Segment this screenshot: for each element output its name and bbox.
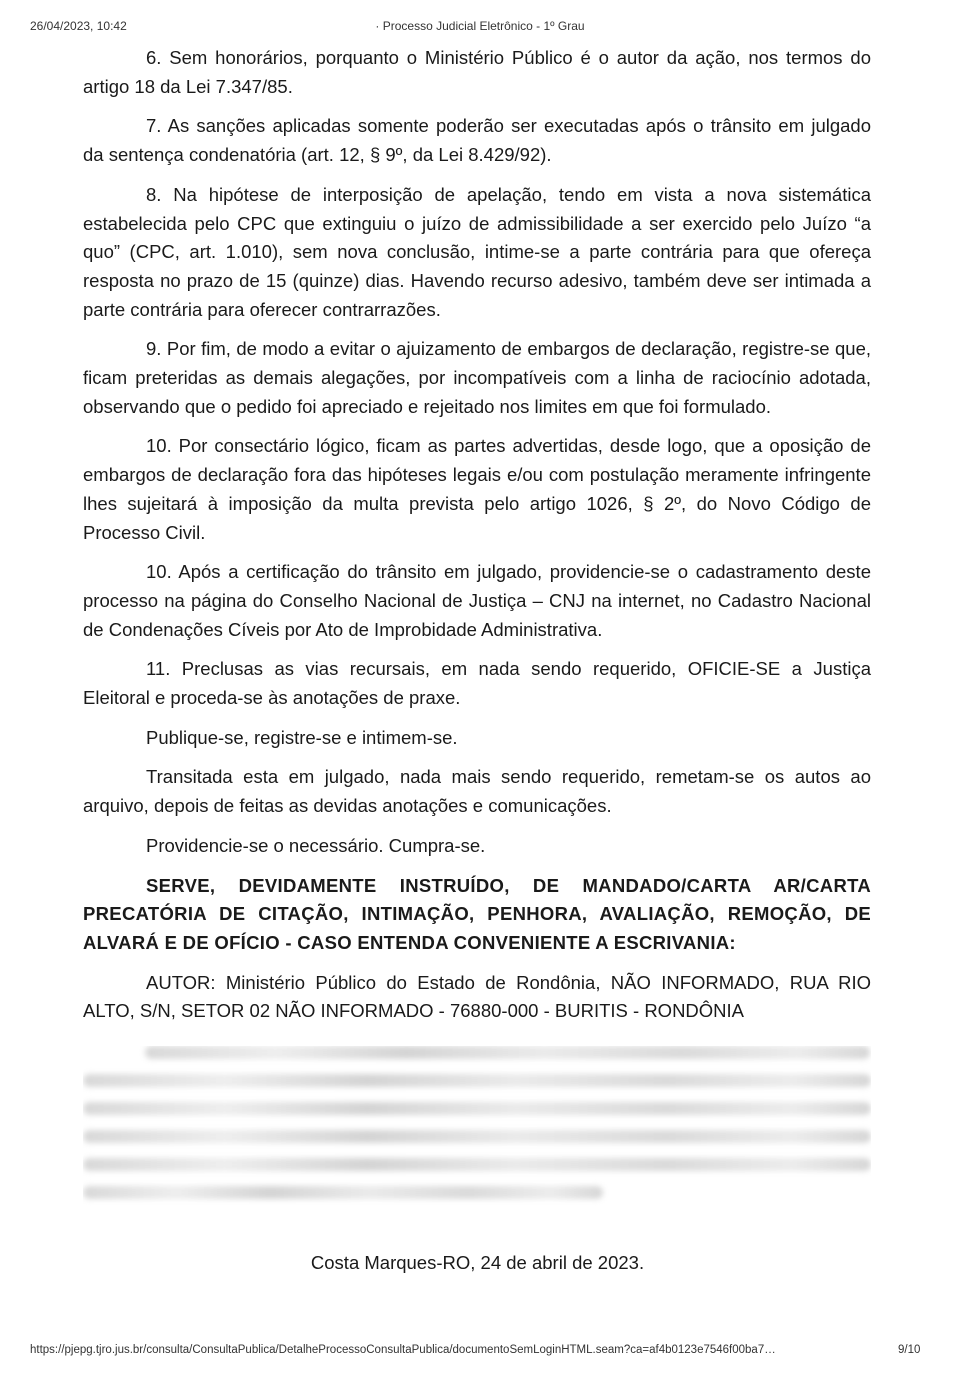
place-and-date: Costa Marques-RO, 24 de abril de 2023. bbox=[310, 1252, 645, 1273]
paragraph-7: 7. As sanções aplicadas somente poderão ser executadas após o trânsito em julgado da sentença condenatória (art. 12, § 9º, da Lei 8.429/92). bbox=[83, 115, 871, 166]
redacted-line bbox=[83, 1158, 871, 1171]
redacted-line bbox=[145, 1046, 870, 1059]
paragraph-10a: 10. Por consectário lógico, ficam as partes advertidas, desde logo, que a oposição de embargos de declaração fora das hipóteses legais e/ou com postulação meramente infringente lhes sujeitará à imposição da multa prevista pelo artigo 1026, § 2º, do Novo Código de Processo Civil. bbox=[83, 435, 871, 543]
document-url: https://pjepg.tjro.jus.br/consulta/ConsultaPublica/DetalheProcessoConsultaPublica/documentoSemLoginHTML.seam?ca=af4b0123e7546f00ba7… bbox=[30, 1344, 776, 1356]
redacted-line bbox=[83, 1074, 871, 1087]
page-number: 9/10 bbox=[898, 1344, 921, 1356]
author-party: AUTOR: Ministério Público do Estado de Rondônia, NÃO INFORMADO, RUA RIO ALTO, S/N, SETOR 02 NÃO INFORMADO - 76880-000 - BURITIS - RONDÔNIA bbox=[83, 971, 871, 1022]
paragraph-11: 11. Preclusas as vias recursais, em nada sendo requerido, OFICIE-SE a Justiça Eleitoral e proceda-se às anotações de praxe. bbox=[83, 658, 871, 709]
redacted-line bbox=[83, 1130, 871, 1143]
serve-notice: SERVE, DEVIDAMENTE INSTRUÍDO, DE MANDADO/CARTA AR/CARTA PRECATÓRIA DE CITAÇÃO, INTIMAÇÃO, PENHORA, AVALIAÇÃO, REMOÇÃO, DE ALVARÁ E DE OFÍCIO - CASO ENTENDA CONVENIENTE A ESCRIVANIA: bbox=[83, 874, 871, 953]
redacted-defendant-block bbox=[83, 1046, 871, 1214]
paragraph-10b: 10. Após a certificação do trânsito em julgado, providencie-se o cadastramento deste processo na página do Conselho Nacional de Justiça – CNJ na internet, no Cadastro Nacional de Condenações Cíveis por Ato de Improbidade Administrativa. bbox=[83, 561, 871, 640]
archive-order: Transitada esta em julgado, nada mais sendo requerido, remetam-se os autos ao arquivo, depois de feitas as devidas anotações e comunicações. bbox=[83, 766, 871, 817]
redacted-line bbox=[83, 1186, 603, 1199]
paragraph-8: 8. Na hipótese de interposição de apelação, tendo em vista a nova sistemática estabelecida pelo CPC que extinguiu o juízo de admissibilidade a ser exercido pelo Juízo “a quo” (CPC, art. 1.010), sem nova conclusão, intime-se a parte contrária para que ofereça resposta no prazo de 15 (quinze) dias. Havendo recurso adesivo, também deve ser intimada a parte contrária para oferecer contrarrazões. bbox=[83, 183, 871, 320]
print-header bbox=[0, 19, 960, 39]
comply-order: Providencie-se o necessário. Cumpra-se. bbox=[146, 834, 486, 856]
print-page-title: · Processo Judicial Eletrônico - 1º Grau bbox=[375, 19, 585, 33]
paragraph-6: 6. Sem honorários, porquanto o Ministério Público é o autor da ação, nos termos do artigo 18 da Lei 7.347/85. bbox=[83, 47, 871, 97]
paragraph-9: 9. Por fim, de modo a evitar o ajuizamento de embargos de declaração, registre-se que, ficam preteridas as demais alegações, por incompatíveis com a linha de raciocínio adotada, observando que o pedido foi apreciado e rejeitado nos limites em que foi formulado. bbox=[83, 338, 871, 417]
publish-order: Publique-se, registre-se e intimem-se. bbox=[146, 726, 458, 748]
redacted-line bbox=[83, 1102, 871, 1115]
print-datetime: 26/04/2023, 10:42 bbox=[30, 19, 127, 33]
print-footer bbox=[0, 1344, 960, 1362]
document-body bbox=[83, 44, 871, 1214]
